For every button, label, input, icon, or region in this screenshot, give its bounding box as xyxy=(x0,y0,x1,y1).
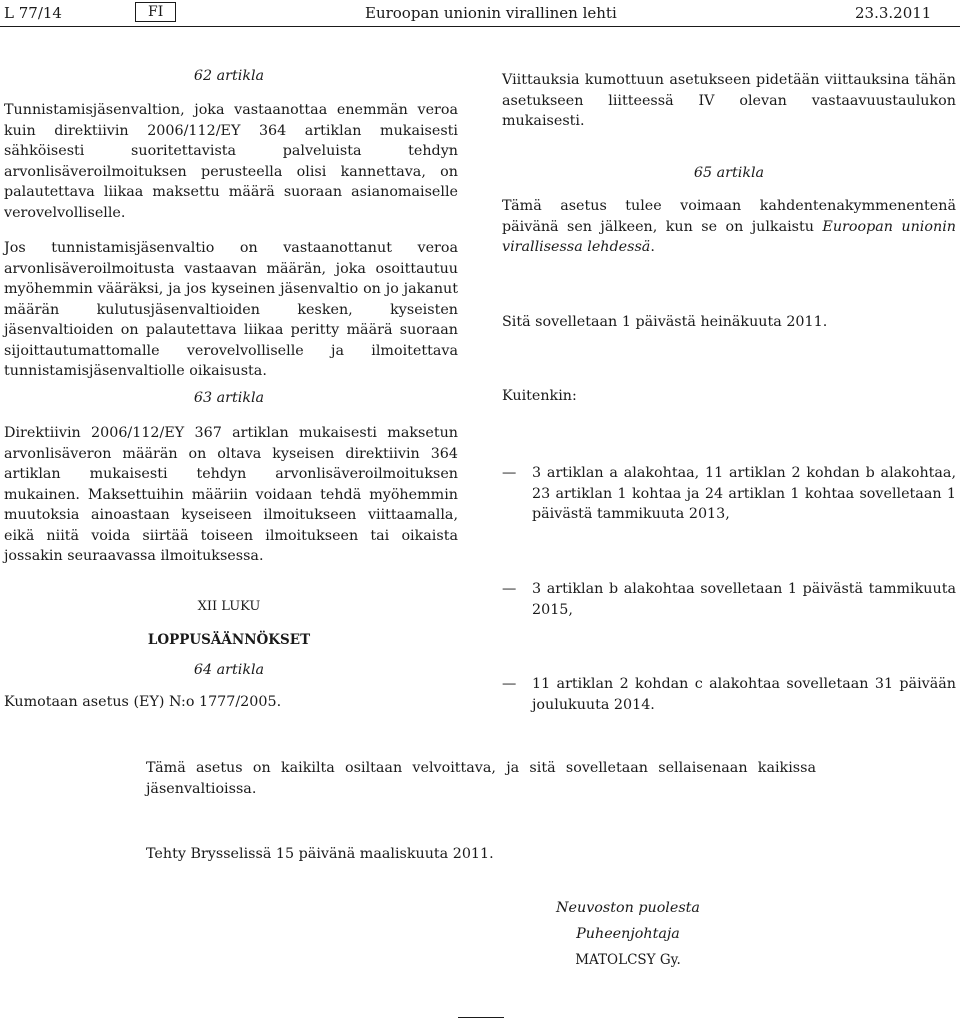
exception-item-text: 11 artiklan 2 kohdan c alakohtaa sovelletaan 31 päivään joulukuuta 2014. xyxy=(532,676,956,713)
binding-statement: Tämä asetus on kaikilta osiltaan velvoittava, ja sitä sovelletaan sellaisenaan kaikissa jäsenvaltioissa. xyxy=(146,760,816,797)
exception-item-1 xyxy=(502,463,956,525)
article-62-paragraph-1: Tunnistamisjäsenvaltion, joka vastaanottaa enemmän veroa kuin direktiivin 2006/112/EY 364 artiklan mukaisesti sähköisesti suoritettavista palveluista tehdyn arvonlisäveroilmoituksen perusteella olisi kannettava, on palautettava liikaa maksettu määrä suoraan asianomaiselle verovelvolliselle. xyxy=(4,102,458,221)
signature-on-behalf: Neuvoston puolesta xyxy=(556,900,700,916)
references-paragraph: Viittauksia kumottuun asetukseen pidetään viittauksina tähän asetukseen liitteessä IV olevan vastaavuustaulukon mukaisesti. xyxy=(502,72,956,129)
article-63-title: 63 artikla xyxy=(193,390,265,406)
dash-marker: — xyxy=(502,676,517,692)
article-65-paragraph-2: Sitä sovelletaan 1 päivästä heinäkuuta 2011. xyxy=(502,314,828,330)
entry-into-force-text: Tämä asetus tulee voimaan kahdentenakymmenentenä päivänä sen jälkeen, kun se on julkaistu xyxy=(502,198,956,235)
footnote-separator xyxy=(458,1017,504,1018)
publication-date: 23.3.2011 xyxy=(855,4,932,22)
language-code-box: FI xyxy=(135,2,176,22)
journal-title: Euroopan unionin virallinen lehti xyxy=(365,4,617,22)
signature-role: Puheenjohtaja xyxy=(576,926,680,942)
chapter-number: XII LUKU xyxy=(197,599,261,614)
page-reference: L 77/14 xyxy=(4,4,62,22)
article-62-paragraph-2: Jos tunnistamisjäsenvaltio on vastaanottanut veroa arvonlisäveroilmoitusta vastaavan määrän, joka osoittautuu myöhemmin vääräksi, ja jos kyseinen jäsenvaltio on jo jakanut määrän kulutusjäsenvaltioiden kesken, kyseisten jäsenvaltioiden on palautettava liikaa peritty määrä suoraan sijoittautumattomalle verovelvolliselle ja ilmoitettava tunnistamisjäsenvaltiolle oikaisusta. xyxy=(4,240,458,379)
signature-name: MATOLCSY Gy. xyxy=(575,952,681,968)
chapter-title: LOPPUSÄÄNNÖKSET xyxy=(147,632,311,648)
article-63-paragraph-1: Direktiivin 2006/112/EY 367 artiklan mukaisesti maksetun arvonlisäveron määrän on oltava kyseisen direktiivin 364 artiklan mukaisesti tehdyn arvonlisäveroilmoituksen mukainen. Maksettuihin määriin voidaan tehdä myöhemmin muutoksia ainoastaan kyseiseen ilmoitukseen viittaamalla, eikä niitä voida siirtää toiseen ilmoitukseen tai oikaista jossakin seuraavassa ilmoituksessa. xyxy=(4,425,458,564)
article-64-title: 64 artikla xyxy=(193,662,265,678)
article-64-paragraph-1: Kumotaan asetus (EY) N:o 1777/2005. xyxy=(4,694,282,710)
article-65-paragraph-1 xyxy=(502,196,956,258)
dash-marker: — xyxy=(502,465,517,481)
article-62-title: 62 artikla xyxy=(193,68,265,84)
header-rule xyxy=(0,26,960,27)
journal-name-italic: Euroopan unionin virallisessa lehdessä xyxy=(502,218,956,255)
exception-item-3 xyxy=(502,674,956,716)
dash-marker: — xyxy=(502,581,517,597)
exception-item-text: 3 artiklan a alakohtaa, 11 artiklan 2 kohdan b alakohtaa, 23 artiklan 1 kohtaa ja 24 artiklan 1 kohtaa sovelletaan 1 päivästä tammikuuta 2013, xyxy=(532,465,956,522)
article-65-title: 65 artikla xyxy=(693,165,765,181)
done-at-statement: Tehty Brysselissä 15 päivänä maaliskuuta 2011. xyxy=(146,846,494,862)
exception-item-2 xyxy=(502,579,956,621)
sentence-end: . xyxy=(650,239,655,255)
exception-item-text: 3 artiklan b alakohtaa sovelletaan 1 päivästä tammikuuta 2015, xyxy=(532,581,956,618)
however-label: Kuitenkin: xyxy=(502,388,577,404)
